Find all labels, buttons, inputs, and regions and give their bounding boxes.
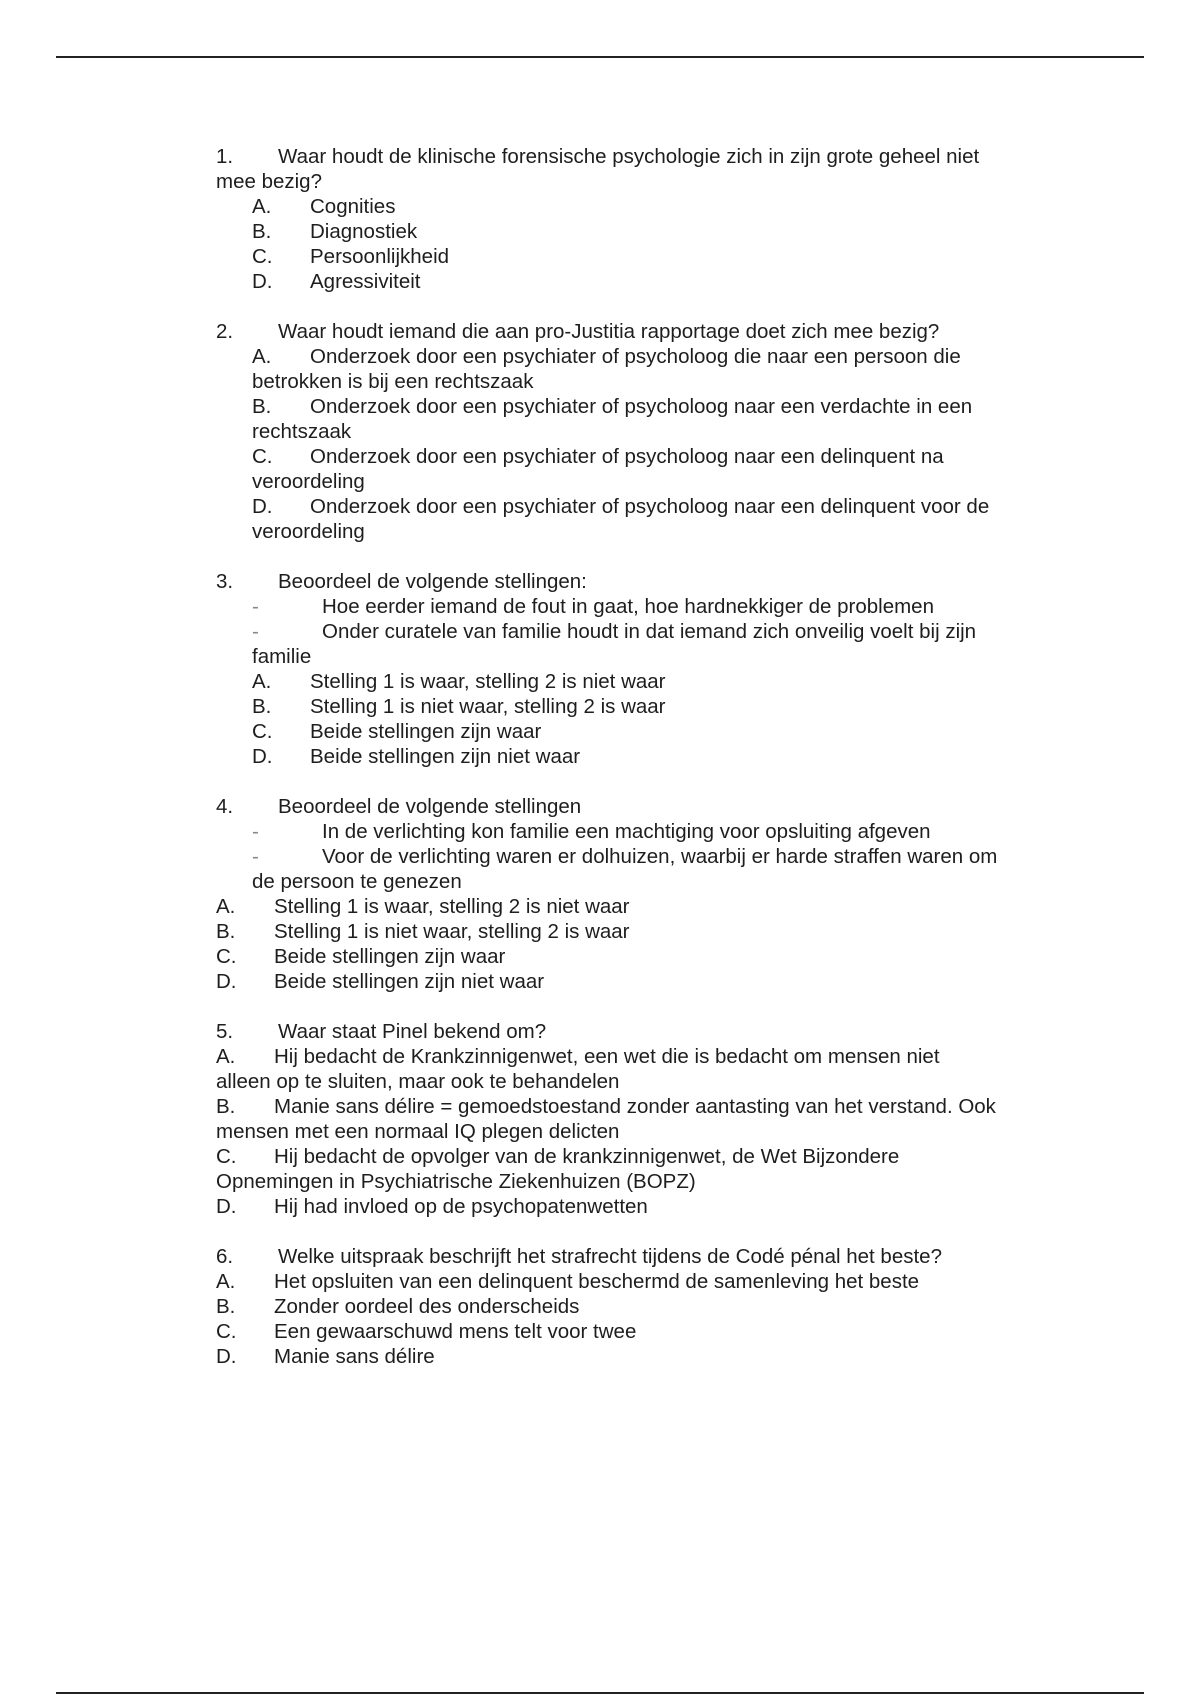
question-4 — [216, 794, 1056, 994]
question-text: Waar houdt iemand die aan pro-Justitia rapportage doet zich mee bezig? — [278, 320, 940, 343]
option-b: B. Manie sans délire = gemoedstoestand zonder aantasting van het verstand. Ook — [216, 1095, 996, 1118]
option-d: D. Beide stellingen zijn niet waar — [216, 970, 545, 993]
option-a: A. Onderzoek door een psychiater of psycholoog die naar een persoon die — [252, 345, 961, 368]
option-a: A. Cognities — [252, 195, 396, 218]
option-d: D. Agressiviteit — [252, 270, 421, 293]
option-d: D. Manie sans délire — [216, 1345, 435, 1368]
option-c-cont: Opnemingen in Psychiatrische Ziekenhuizen (BOPZ) — [216, 1170, 696, 1193]
option-b: B. Stelling 1 is niet waar, stelling 2 is waar — [216, 920, 630, 943]
question-text: Waar houdt de klinische forensische psychologie zich in zijn grote geheel niet — [278, 145, 980, 168]
option-b: B. Diagnostiek — [252, 220, 418, 243]
option-b-cont: mensen met een normaal IQ plegen delicten — [216, 1120, 620, 1143]
option-d-cont: veroordeling — [252, 520, 365, 543]
option-a: A. Stelling 1 is waar, stelling 2 is niet waar — [252, 670, 666, 693]
question-3 — [216, 569, 1056, 769]
top-rule — [56, 56, 1144, 58]
option-d: D. Beide stellingen zijn niet waar — [252, 745, 581, 768]
question-2 — [216, 319, 1056, 544]
question-text: Beoordeel de volgende stellingen: — [278, 570, 587, 593]
option-c: C. Hij bedacht de opvolger van de krankzinnigenwet, de Wet Bijzondere — [216, 1145, 900, 1168]
option-a-cont: alleen op te sluiten, maar ook te behandelen — [216, 1070, 620, 1093]
option-c: C. Beide stellingen zijn waar — [216, 945, 506, 968]
bottom-rule — [56, 1692, 1144, 1694]
statement-1: - Hoe eerder iemand de fout in gaat, hoe hardnekkiger de problemen — [252, 595, 934, 618]
statement-2: - Onder curatele van familie houdt in dat iemand zich onveilig voelt bij zijn — [252, 620, 977, 643]
statement-2-cont: familie — [252, 645, 312, 668]
question-number: 2. — [216, 320, 234, 343]
question-5 — [216, 1019, 1056, 1219]
question-number: 6. — [216, 1245, 234, 1268]
option-a: A. Het opsluiten van een delinquent beschermd de samenleving het beste — [216, 1270, 920, 1293]
option-c-cont: veroordeling — [252, 470, 365, 493]
question-number: 5. — [216, 1020, 234, 1043]
question-text: Waar staat Pinel bekend om? — [278, 1020, 547, 1043]
option-b-cont: rechtszaak — [252, 420, 352, 443]
question-text: Welke uitspraak beschrijft het strafrecht tijdens de Codé pénal het beste? — [278, 1245, 942, 1268]
document-body — [216, 144, 1056, 1394]
statement-2: - Voor de verlichting waren er dolhuizen, waarbij er harde straffen waren om — [252, 845, 998, 868]
option-a: A. Stelling 1 is waar, stelling 2 is niet waar — [216, 895, 630, 918]
option-a: A. Hij bedacht de Krankzinnigenwet, een wet die is bedacht om mensen niet — [216, 1045, 940, 1068]
option-b: B. Stelling 1 is niet waar, stelling 2 is waar — [252, 695, 666, 718]
option-c: C. Een gewaarschuwd mens telt voor twee — [216, 1320, 637, 1343]
option-c: C. Onderzoek door een psychiater of psycholoog naar een delinquent na — [252, 445, 944, 468]
question-1 — [216, 144, 1056, 294]
statement-1: - In de verlichting kon familie een machtiging voor opsluiting afgeven — [252, 820, 931, 843]
option-b: B. Zonder oordeel des onderscheids — [216, 1295, 580, 1318]
question-number: 4. — [216, 795, 234, 818]
option-d: D. Onderzoek door een psychiater of psycholoog naar een delinquent voor de — [252, 495, 990, 518]
option-c: C. Persoonlijkheid — [252, 245, 450, 268]
statement-2-cont: de persoon te genezen — [252, 870, 462, 893]
option-d: D. Hij had invloed op de psychopatenwetten — [216, 1195, 648, 1218]
option-b: B. Onderzoek door een psychiater of psycholoog naar een verdachte in een — [252, 395, 973, 418]
question-text-cont: mee bezig? — [216, 170, 322, 193]
option-c: C. Beide stellingen zijn waar — [252, 720, 542, 743]
question-number: 3. — [216, 570, 234, 593]
question-6 — [216, 1244, 1056, 1369]
question-text: Beoordeel de volgende stellingen — [278, 795, 582, 818]
question-number: 1. — [216, 145, 234, 168]
option-a-cont: betrokken is bij een rechtszaak — [252, 370, 534, 393]
